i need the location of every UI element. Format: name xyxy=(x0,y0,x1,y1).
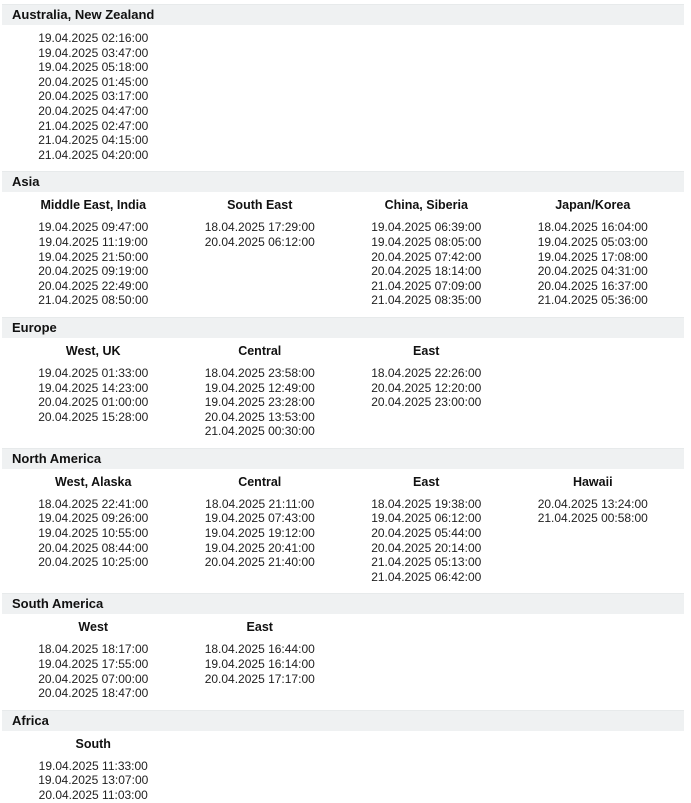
region-column xyxy=(10,475,177,570)
column-header: Hawaii xyxy=(572,474,613,489)
region-section xyxy=(2,317,684,439)
time-entry: 19.04.2025 01:33:00 xyxy=(38,365,149,380)
time-entry: 19.04.2025 11:33:00 xyxy=(38,758,148,773)
time-entry: 19.04.2025 08:05:00 xyxy=(371,234,482,249)
region-section xyxy=(2,4,684,162)
time-entry: 20.04.2025 20:14:00 xyxy=(371,540,482,555)
region-column xyxy=(10,620,177,700)
region-grid xyxy=(2,344,684,439)
time-entry: 20.04.2025 13:24:00 xyxy=(537,496,648,511)
region-column xyxy=(343,198,510,308)
region-header: Australia, New Zealand xyxy=(2,4,684,25)
time-entry: 21.04.2025 08:50:00 xyxy=(38,293,149,308)
time-entry: 20.04.2025 18:14:00 xyxy=(371,264,482,279)
region-header: South America xyxy=(2,593,684,614)
time-entry: 19.04.2025 17:55:00 xyxy=(38,657,149,672)
region-grid xyxy=(2,737,684,803)
region-section xyxy=(2,171,684,308)
time-entry: 20.04.2025 16:37:00 xyxy=(537,278,648,293)
time-entry: 19.04.2025 05:03:00 xyxy=(537,234,648,249)
time-entry: 21.04.2025 05:13:00 xyxy=(371,555,482,570)
region-column xyxy=(10,737,177,803)
region-column xyxy=(510,475,677,526)
time-entry: 18.04.2025 16:04:00 xyxy=(537,220,648,235)
time-entry: 20.04.2025 08:44:00 xyxy=(38,540,149,555)
region-header: Asia xyxy=(2,171,684,192)
time-entry: 21.04.2025 05:36:00 xyxy=(537,293,648,308)
time-entry: 20.04.2025 11:03:00 xyxy=(38,788,148,802)
time-entry: 19.04.2025 17:08:00 xyxy=(537,249,648,264)
column-header: China, Siberia xyxy=(384,198,468,213)
column-header: East xyxy=(413,474,440,489)
time-entry: 20.04.2025 18:47:00 xyxy=(38,686,149,701)
time-entry: 21.04.2025 00:58:00 xyxy=(537,511,648,526)
time-entry: 18.04.2025 21:11:00 xyxy=(205,496,315,511)
column-header: West, UK xyxy=(65,343,121,358)
time-entry: 20.04.2025 21:40:00 xyxy=(204,555,315,570)
time-entry: 18.04.2025 17:29:00 xyxy=(204,220,315,235)
region-column xyxy=(10,344,177,424)
time-entry: 18.04.2025 18:17:00 xyxy=(38,642,149,657)
time-entry: 21.04.2025 02:47:00 xyxy=(38,118,149,133)
region-header: Europe xyxy=(2,317,684,338)
time-entry: 19.04.2025 21:50:00 xyxy=(38,249,149,264)
region-header: Africa xyxy=(2,710,684,731)
time-entry: 20.04.2025 04:47:00 xyxy=(38,103,149,118)
region-column xyxy=(343,344,510,410)
region-column xyxy=(177,620,344,686)
time-entry: 20.04.2025 15:28:00 xyxy=(38,409,149,424)
time-entry: 20.04.2025 03:17:00 xyxy=(38,89,149,104)
time-entry: 18.04.2025 23:58:00 xyxy=(204,365,315,380)
time-entry: 20.04.2025 13:53:00 xyxy=(204,409,315,424)
column-header: South East xyxy=(227,198,293,213)
time-entry: 19.04.2025 05:18:00 xyxy=(38,60,149,75)
region-grid xyxy=(2,31,684,162)
region-column xyxy=(10,198,177,308)
region-grid xyxy=(2,198,684,308)
time-entry: 18.04.2025 22:26:00 xyxy=(371,365,482,380)
time-entry: 19.04.2025 20:41:00 xyxy=(204,540,315,555)
time-entry: 20.04.2025 07:00:00 xyxy=(38,671,149,686)
time-entry: 21.04.2025 07:09:00 xyxy=(371,278,482,293)
time-entry: 19.04.2025 06:39:00 xyxy=(371,220,482,235)
time-entry: 19.04.2025 03:47:00 xyxy=(38,45,149,60)
time-entry: 19.04.2025 16:14:00 xyxy=(204,657,315,672)
region-grid xyxy=(2,475,684,585)
region-column xyxy=(510,198,677,308)
column-header: West xyxy=(78,620,109,635)
time-entry: 20.04.2025 01:00:00 xyxy=(38,395,149,410)
time-entry: 21.04.2025 08:35:00 xyxy=(371,293,482,308)
column-header: East xyxy=(246,620,273,635)
region-section xyxy=(2,710,684,803)
time-entry: 20.04.2025 09:19:00 xyxy=(38,264,149,279)
region-header: North America xyxy=(2,448,684,469)
region-section xyxy=(2,593,684,700)
time-entry: 19.04.2025 02:16:00 xyxy=(38,31,149,45)
time-entry: 19.04.2025 13:07:00 xyxy=(38,773,149,788)
time-entry: 20.04.2025 22:49:00 xyxy=(38,278,149,293)
time-entry: 19.04.2025 09:26:00 xyxy=(38,511,149,526)
time-entry: 20.04.2025 17:17:00 xyxy=(204,671,315,686)
time-entry: 19.04.2025 11:19:00 xyxy=(38,234,148,249)
time-entry: 20.04.2025 01:45:00 xyxy=(38,74,149,89)
region-column xyxy=(177,198,344,249)
region-column xyxy=(177,344,344,439)
column-header: Central xyxy=(238,474,282,489)
column-header: West, Alaska xyxy=(55,474,132,489)
time-entry: 19.04.2025 09:47:00 xyxy=(38,220,149,235)
time-entry: 20.04.2025 05:44:00 xyxy=(371,526,482,541)
time-entry: 18.04.2025 22:41:00 xyxy=(38,496,149,511)
time-entry: 20.04.2025 23:00:00 xyxy=(371,395,482,410)
column-header: East xyxy=(413,343,440,358)
time-entry: 20.04.2025 07:42:00 xyxy=(371,249,482,264)
column-header: South xyxy=(75,736,111,751)
time-entry: 21.04.2025 04:20:00 xyxy=(38,147,149,162)
region-column xyxy=(10,31,177,162)
column-header: Middle East, India xyxy=(40,198,147,213)
time-entry: 21.04.2025 04:15:00 xyxy=(38,133,149,148)
column-header: Central xyxy=(238,343,282,358)
time-entry: 19.04.2025 14:23:00 xyxy=(38,380,149,395)
time-entry: 19.04.2025 10:55:00 xyxy=(38,526,149,541)
time-entry: 21.04.2025 06:42:00 xyxy=(371,569,482,584)
time-entry: 20.04.2025 12:20:00 xyxy=(371,380,482,395)
time-entry: 19.04.2025 12:49:00 xyxy=(204,380,315,395)
time-entry: 19.04.2025 19:12:00 xyxy=(204,526,315,541)
region-column xyxy=(177,475,344,570)
time-entry: 19.04.2025 07:43:00 xyxy=(204,511,315,526)
region-section xyxy=(2,448,684,585)
time-entry: 20.04.2025 06:12:00 xyxy=(204,234,315,249)
region-column xyxy=(343,475,510,585)
column-header: Japan/Korea xyxy=(555,198,631,213)
time-entry: 21.04.2025 00:30:00 xyxy=(204,424,315,439)
time-entry: 18.04.2025 16:44:00 xyxy=(204,642,315,657)
time-entry: 20.04.2025 10:25:00 xyxy=(38,555,149,570)
time-entry: 20.04.2025 04:31:00 xyxy=(537,264,648,279)
time-entry: 18.04.2025 19:38:00 xyxy=(371,496,482,511)
time-entry: 19.04.2025 23:28:00 xyxy=(204,395,315,410)
region-grid xyxy=(2,620,684,700)
time-entry: 19.04.2025 06:12:00 xyxy=(371,511,482,526)
